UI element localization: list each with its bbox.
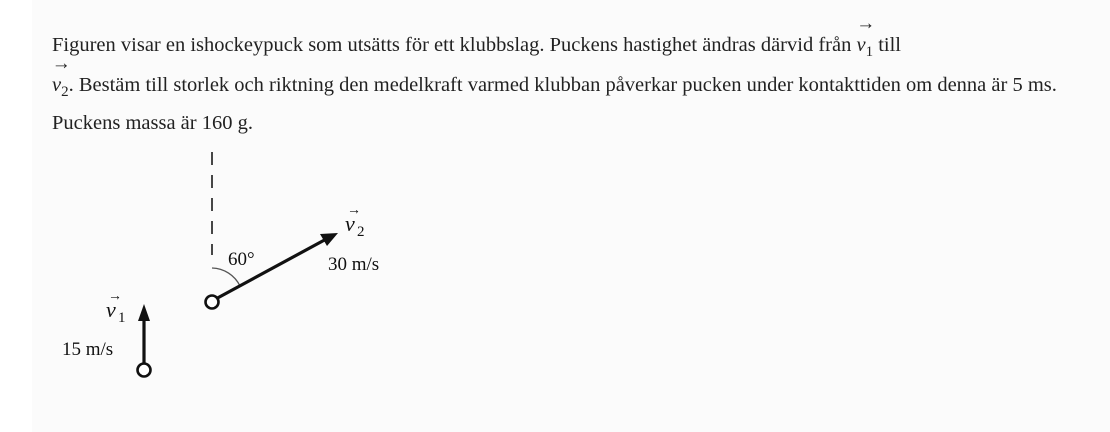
svg-text:→: → xyxy=(347,203,361,218)
problem-text-part1: Figuren visar en ishockeypuck som utsätts för ett klubbslag. Puckens hastighet ändras därvid från xyxy=(52,34,857,56)
vector-arrow-icon: → xyxy=(856,13,876,34)
v1-arrowhead-icon xyxy=(138,304,150,321)
v1-label xyxy=(106,289,126,326)
svg-text:→: → xyxy=(108,289,122,304)
v2-speed-label: 30 m/s xyxy=(328,254,380,275)
angle-arc xyxy=(212,268,240,286)
puck-v1 xyxy=(138,364,151,377)
svg-text:2: 2 xyxy=(357,224,365,240)
angle-label: 60° xyxy=(228,249,255,270)
vector-v2-inline: → $v_2$ xyxy=(51,53,71,101)
vector-v1-inline: → $v_1$ xyxy=(856,13,876,61)
v2-label xyxy=(345,203,365,240)
v1-speed-label: 15 m/s xyxy=(62,339,114,360)
problem-text-part3: . Bestäm till storlek och riktning den medelkraft varmed klubban påverkar pucken under kontakttiden om denna är 5 ms. Puckens massa är 160 g. xyxy=(52,74,1057,135)
svg-text:v: v xyxy=(106,297,116,322)
vector-arrow-icon: → xyxy=(51,53,71,75)
puck-v2 xyxy=(206,296,219,309)
svg-text:1: 1 xyxy=(118,310,126,326)
problem-text-part2: till xyxy=(873,34,901,56)
svg-text:v: v xyxy=(345,211,355,236)
